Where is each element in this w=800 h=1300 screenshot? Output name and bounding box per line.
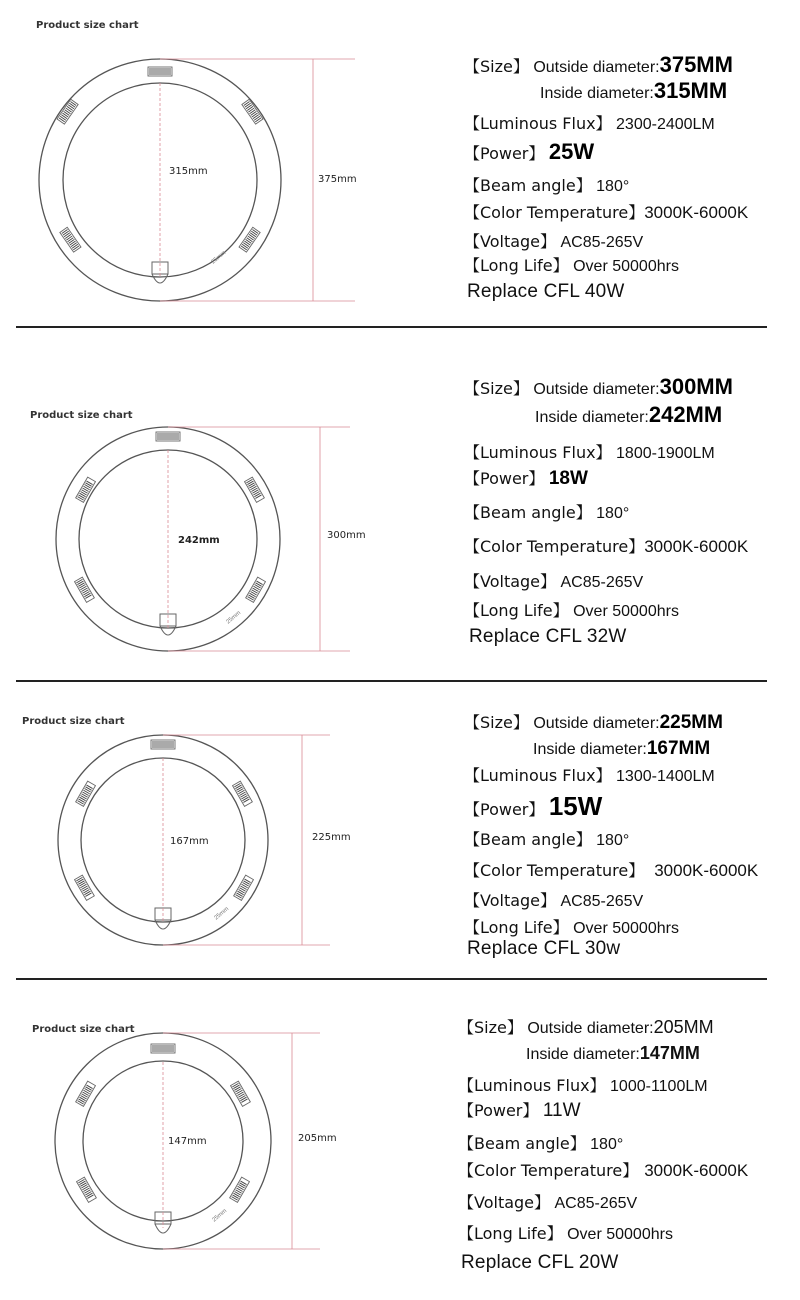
voltage-row [464, 569, 643, 592]
svg-text:25mm: 25mm [210, 250, 228, 266]
inside-row [533, 738, 710, 760]
outside-label: Outside diameter: [533, 59, 660, 76]
svg-text:25mm: 25mm [225, 610, 243, 626]
outside-label: Outside diameter: [527, 1020, 654, 1037]
outside-value: 300MM [659, 374, 733, 399]
flux-value: 1300-1400LM [616, 768, 715, 785]
product-section-2 [0, 340, 800, 680]
inside-value: 242MM [648, 402, 723, 427]
beam-label: 【Beam angle】 [464, 503, 592, 522]
size-label: 【Size】 [464, 713, 529, 732]
power-label: 【Power】 [458, 1101, 539, 1120]
inside-label: Inside diameter: [526, 1046, 640, 1063]
life-value: Over 50000hrs [573, 603, 679, 620]
voltage-value: AC85-265V [560, 574, 644, 591]
spec-list [0, 690, 800, 980]
color-row [464, 534, 748, 557]
inside-value: 147MM [639, 1043, 700, 1063]
life-value: Over 50000hrs [573, 258, 679, 275]
power-row [464, 139, 594, 165]
outer-dim-label: 205mm [298, 1133, 337, 1144]
flux-row [458, 1073, 708, 1096]
color-label: 【Color Temperature】 [458, 1161, 639, 1180]
color-row [464, 858, 758, 881]
power-label: 【Power】 [464, 144, 545, 163]
color-label: 【Color Temperature】 [464, 861, 645, 880]
voltage-value: AC85-265V [560, 234, 644, 251]
outer-dim-label: 225mm [312, 832, 351, 843]
size-row [464, 710, 723, 734]
life-label: 【Long Life】 [464, 601, 569, 620]
life-row [464, 598, 679, 621]
outside-value: 375MM [659, 52, 733, 77]
outer-dim-label: 300mm [327, 530, 366, 541]
product-section-4 [0, 990, 800, 1300]
power-label: 【Power】 [464, 800, 545, 819]
color-label: 【Color Temperature】 [464, 537, 645, 556]
power-value: 25W [548, 139, 595, 164]
flux-row [464, 763, 715, 786]
power-label: 【Power】 [464, 469, 545, 488]
svg-text:25mm: 25mm [213, 906, 231, 922]
voltage-label: 【Voltage】 [464, 891, 557, 910]
inside-row [535, 402, 722, 428]
beam-label: 【Beam angle】 [464, 830, 592, 849]
beam-row [464, 827, 629, 850]
inside-row [526, 1043, 700, 1064]
flux-value: 1800-1900LM [616, 445, 715, 462]
inner-dim-label: 315mm [169, 166, 208, 177]
power-row [458, 1098, 581, 1122]
color-value: 3000K-6000K [644, 537, 749, 556]
replace-text: Replace CFL 32W [469, 626, 627, 647]
size-row [458, 1015, 714, 1038]
product-section-1 [0, 0, 800, 330]
replace-text: Replace CFL 40W [467, 281, 625, 302]
voltage-label: 【Voltage】 [458, 1193, 551, 1212]
outside-value: 225MM [659, 712, 723, 733]
outer-dim-label: 375mm [318, 174, 357, 185]
inside-value: 315MM [653, 78, 728, 103]
color-value: 3000K-6000K [654, 861, 759, 880]
life-label: 【Long Life】 [464, 256, 569, 275]
life-row [464, 915, 679, 938]
flux-label: 【Luminous Flux】 [464, 443, 612, 462]
life-value: Over 50000hrs [573, 920, 679, 937]
flux-row [464, 111, 715, 134]
voltage-row [464, 888, 643, 911]
inner-dim-label: 167mm [170, 836, 209, 847]
flux-row [464, 440, 715, 463]
size-label: 【Size】 [458, 1018, 523, 1037]
beam-value: 180° [596, 505, 630, 522]
section-divider [16, 680, 767, 682]
power-value: 15W [548, 791, 603, 821]
life-row [464, 253, 679, 276]
outside-label: Outside diameter: [533, 715, 660, 732]
inner-dim-label: 147mm [168, 1136, 207, 1147]
inner-dim-label: 242mm [178, 535, 220, 546]
color-value: 3000K-6000K [644, 1161, 749, 1180]
power-row [464, 791, 602, 822]
voltage-row [458, 1190, 637, 1213]
flux-label: 【Luminous Flux】 [458, 1076, 606, 1095]
beam-value: 180° [596, 832, 630, 849]
product-section-3 [0, 690, 800, 980]
svg-text:25mm: 25mm [211, 1208, 229, 1224]
spec-list [0, 340, 800, 680]
replace-text: Replace CFL 30w [467, 938, 621, 959]
beam-label: 【Beam angle】 [458, 1134, 586, 1153]
size-label: 【Size】 [464, 379, 529, 398]
size-row [464, 374, 733, 400]
size-label: 【Size】 [464, 57, 529, 76]
chart-caption: Product size chart [32, 1024, 135, 1035]
outside-label: Outside diameter: [533, 381, 660, 398]
inside-row [540, 78, 727, 104]
color-row [464, 200, 748, 223]
color-value: 3000K-6000K [644, 203, 749, 222]
beam-row [464, 173, 629, 196]
section-divider [16, 978, 767, 980]
life-row [458, 1221, 673, 1244]
beam-value: 180° [590, 1136, 624, 1153]
size-row [464, 52, 733, 78]
power-row [464, 466, 588, 490]
inside-label: Inside diameter: [540, 85, 654, 102]
life-label: 【Long Life】 [458, 1224, 563, 1243]
beam-row [464, 500, 629, 523]
color-label: 【Color Temperature】 [464, 203, 645, 222]
beam-label: 【Beam angle】 [464, 176, 592, 195]
inside-value: 167MM [646, 738, 711, 759]
flux-value: 2300-2400LM [616, 116, 715, 133]
inside-label: Inside diameter: [533, 741, 647, 758]
spec-list [0, 0, 800, 330]
chart-caption: Product size chart [36, 20, 139, 31]
section-divider [16, 326, 767, 328]
life-label: 【Long Life】 [464, 918, 569, 937]
inside-label: Inside diameter: [535, 409, 649, 426]
voltage-label: 【Voltage】 [464, 232, 557, 251]
flux-label: 【Luminous Flux】 [464, 114, 612, 133]
voltage-label: 【Voltage】 [464, 572, 557, 591]
voltage-value: AC85-265V [560, 893, 644, 910]
voltage-row [464, 229, 643, 252]
flux-value: 1000-1100LM [610, 1078, 708, 1095]
spec-list [0, 990, 800, 1300]
outside-value: 205MM [653, 1017, 714, 1037]
chart-caption: Product size chart [22, 716, 125, 727]
replace-text: Replace CFL 20W [461, 1252, 619, 1273]
voltage-value: AC85-265V [554, 1195, 638, 1212]
beam-row [458, 1131, 623, 1154]
life-value: Over 50000hrs [567, 1226, 673, 1243]
chart-caption: Product size chart [30, 410, 133, 421]
color-row [458, 1158, 748, 1181]
flux-label: 【Luminous Flux】 [464, 766, 612, 785]
beam-value: 180° [596, 178, 630, 195]
power-value: 18W [548, 468, 588, 489]
power-value: 11W [542, 1100, 581, 1121]
